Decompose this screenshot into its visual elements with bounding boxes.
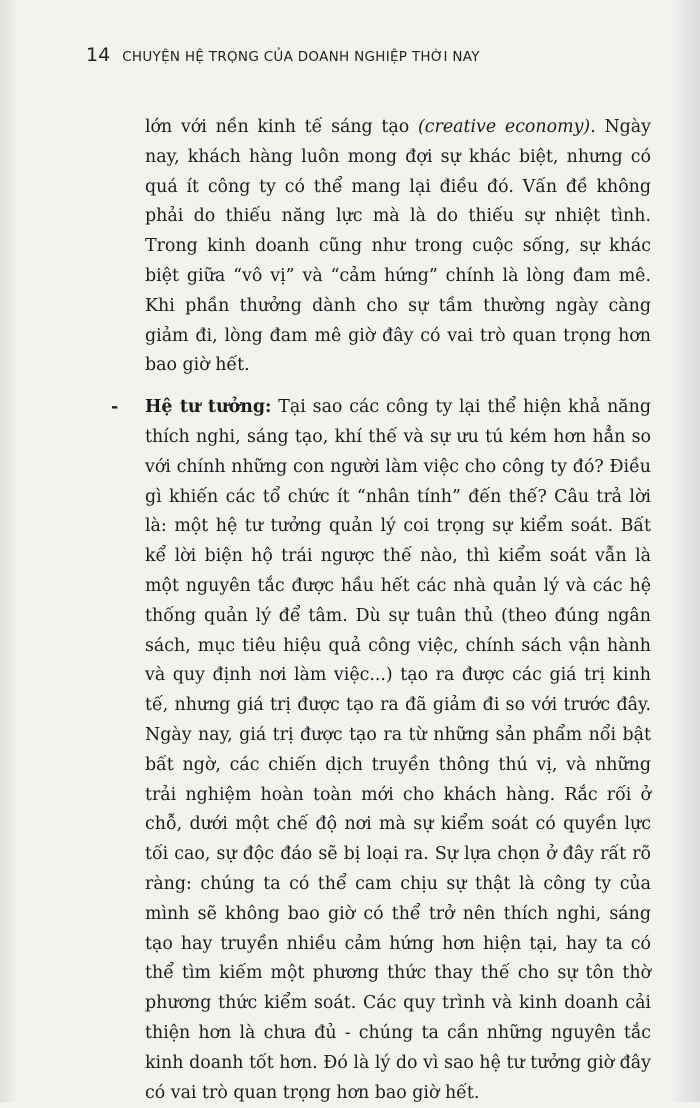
running-title: CHUYỆN HỆ TRỌNG CỦA DOANH NGHIỆP THỜI NAY [122, 49, 480, 65]
running-header [86, 44, 666, 66]
bullet-marker: - [111, 397, 119, 418]
body-text [111, 113, 651, 1108]
page-edge-shadow [670, 0, 700, 1102]
paragraph-emphasis: (creative economy) [418, 117, 591, 137]
bullet-text: Tại sao các công ty lại thể hiện khả năng thích nghi, sáng tạo, khí thế và sự ưu tú kém hơn hẳn so với chính những con người làm việc cho công ty đó? Điều gì khiến các tổ chức ít “nhân tính” đến thế? Câu trả lời là: một hệ tư tưởng quản lý coi trọng sự kiểm soát. Bất kể lời biện hộ trái ngược thế nào, thì kiểm soát vẫn là một nguyên tắc được hầu hết các nhà quản lý và các hệ thống quản lý để tâm. Dù sự tuân thủ (theo đúng ngân sách, mục tiêu hiệu quả công việc, chính sách vận hành và quy định nơi làm việc...) tạo ra được các giá trị kinh tế, nhưng giá trị được tạo ra đã giảm đi so với trước đây. Ngày nay, giá trị được tạo ra từ những sản phẩm nổi bật bất ngờ, các chiến dịch truyền thông thú vị, và những trải nghiệm hoàn toàn mới cho khách hàng. Rắc rối ở chỗ, dưới một chế độ nơi mà sự kiểm soát có quyền lực tối cao, sự độc đáo sẽ bị loại ra. Sự lựa chọn ở đây rất rõ ràng: chúng ta có thể cam chịu sự thật là công ty của mình sẽ không bao giờ có thể trở nên thích nghi, sáng tạo hay truyền nhiều cảm hứng hơn hiện tại, hay ta có thể tìm kiếm một phương thức thay thế cho sự tôn thờ phương thức kiểm soát. Các quy trình và kinh doanh cải thiện hơn là chưa đủ - chúng ta cần những nguyên tắc kinh doanh tốt hơn. Đó là lý do vì sao hệ tư tưởng giờ đây có vai trò quan trọng hơn bao giờ hết. [145, 397, 652, 1103]
paragraph-text-after: . Ngày nay, khách hàng luôn mong đợi sự khác biệt, nhưng có quá ít công ty có thể mang lại điều đó. Vấn đề không phải do thiếu năng lực mà là do thiếu sự nhiệt tình. Trong kinh doanh cũng như trong cuộc sống, sự khác biệt giữa “vô vị” và “cảm hứng” chính là lòng đam mê. Khi phần thưởng dành cho sự tầm thường ngày càng giảm đi, lòng đam mê giờ đây có vai trò quan trọng hơn bao giờ hết. [145, 117, 651, 376]
bullet-term: Hệ tư tưởng: [145, 397, 272, 418]
paragraph-continuation [111, 113, 651, 381]
bullet-item-ideology [111, 393, 651, 1108]
page-gutter-shadow [0, 0, 18, 1102]
bullet-body [145, 393, 651, 1108]
paragraph-text-before: lớn với nền kinh tế sáng tạo [145, 117, 418, 137]
page-number: 14 [86, 44, 111, 66]
